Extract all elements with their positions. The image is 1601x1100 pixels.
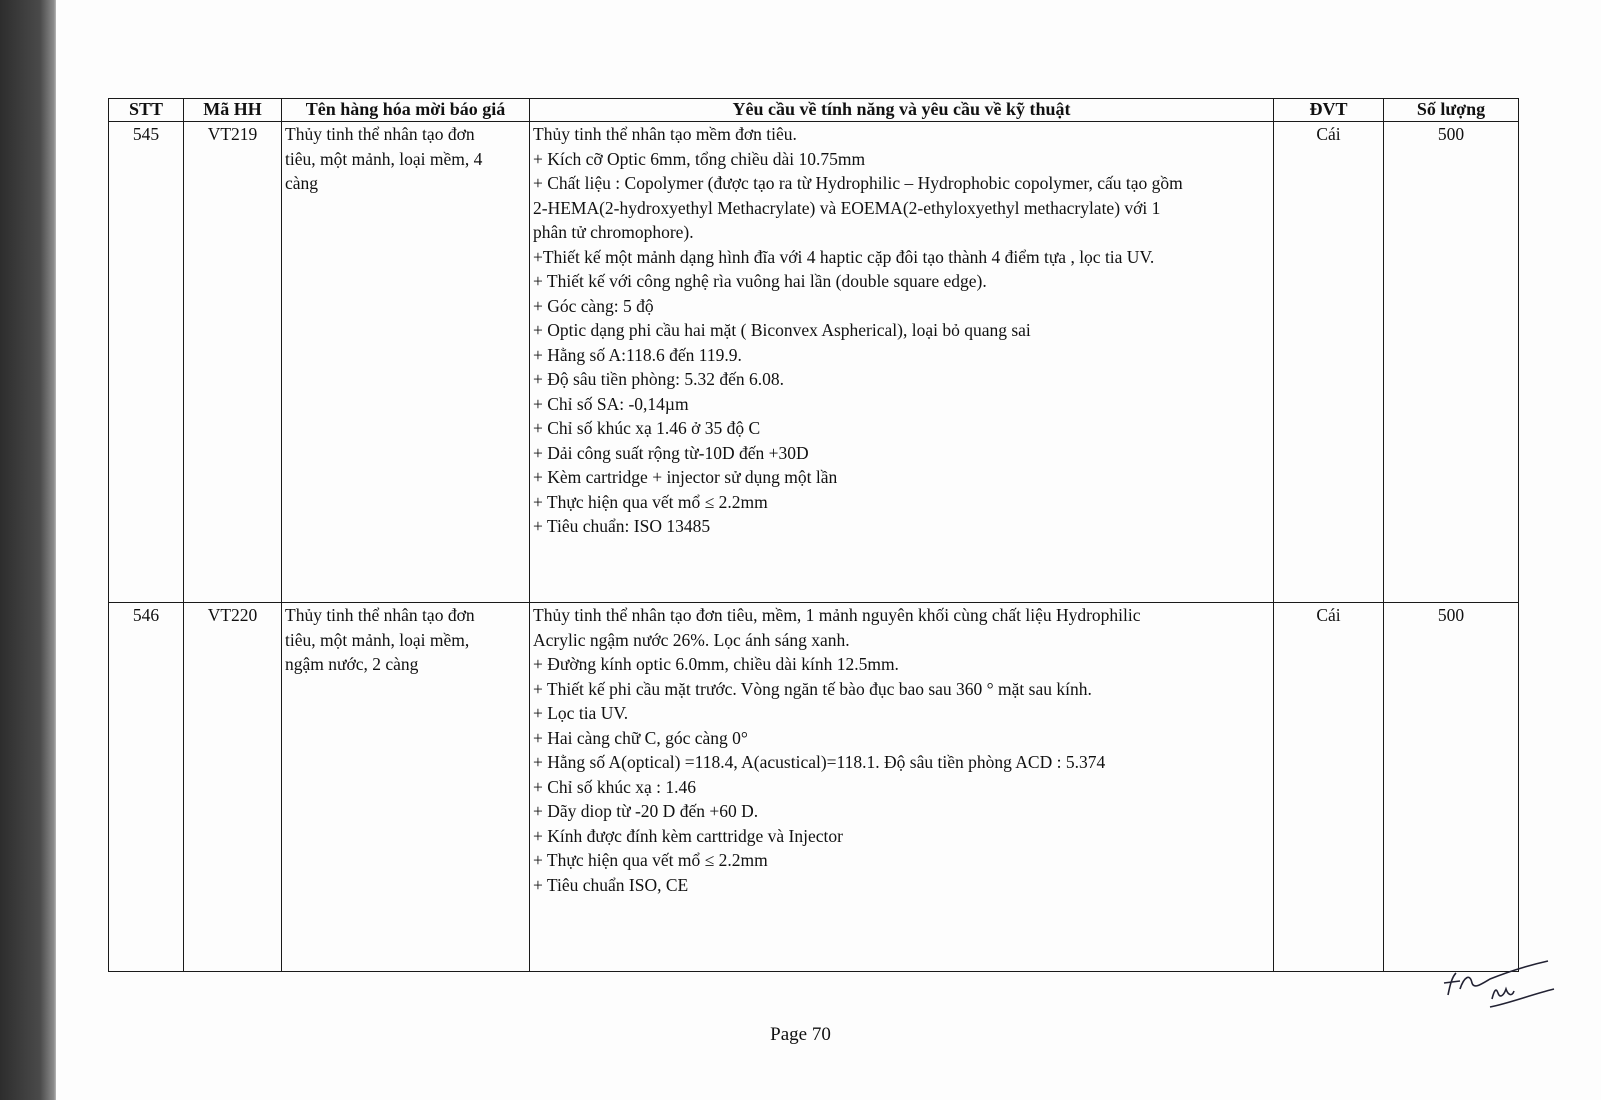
cell-spec xyxy=(530,122,1274,603)
spec-line: 2-HEMA(2-hydroxyethyl Methacrylate) và EOEMA(2-ethyloxyethyl methacrylate) với 1 xyxy=(533,197,1161,218)
cell-code: VT219 xyxy=(184,122,282,603)
spec-line: + Hằng số A(optical) =118.4, A(acustical)=118.1. Độ sâu tiền phòng ACD : 5.374 xyxy=(533,752,1106,772)
spec-line: Acrylic ngậm nước 26%. Lọc ánh sáng xanh. xyxy=(533,629,850,650)
name-line: tiêu, một mảnh, loại mềm, 4 xyxy=(285,148,483,169)
spec-line: + Thực hiện qua vết mổ ≤ 2.2mm xyxy=(533,850,768,870)
quotation-spec-table xyxy=(108,98,1519,972)
name-line: Thủy tinh thể nhân tạo đơn xyxy=(285,605,475,625)
spec-line: + Chất liệu : Copolymer (được tạo ra từ Hydrophilic – Hydrophobic copolymer, cấu tạo gồm xyxy=(533,173,1183,193)
spec-line: Thủy tinh thể nhân tạo đơn tiêu, mềm, 1 mảnh nguyên khối cùng chất liệu Hydrophilic xyxy=(533,605,1141,625)
spec-line: + Thực hiện qua vết mổ ≤ 2.2mm xyxy=(533,491,768,512)
page-number: Page 70 xyxy=(770,1024,831,1045)
table-row xyxy=(109,603,1519,972)
header-spec: Yêu cầu về tính năng và yêu cầu về kỹ thuật xyxy=(530,99,1274,122)
spec-line: + Kích cỡ Optic 6mm, tổng chiều dài 10.75mm xyxy=(533,148,866,169)
cell-name xyxy=(282,603,530,972)
spec-line: + Độ sâu tiền phòng: 5.32 đến 6.08. xyxy=(533,369,784,389)
cell-stt: 545 xyxy=(109,122,184,603)
spec-line: + Tiêu chuẩn ISO, CE xyxy=(533,874,689,895)
header-qty: Số lượng xyxy=(1384,99,1519,122)
cell-unit: Cái xyxy=(1274,603,1384,972)
cell-unit: Cái xyxy=(1274,122,1384,603)
cell-name xyxy=(282,122,530,603)
header-unit: ĐVT xyxy=(1274,99,1384,122)
spec-line: + Chỉ số khúc xạ 1.46 ở 35 độ C xyxy=(533,418,761,438)
handwritten-signature xyxy=(1430,955,1560,1015)
spec-line: + Chỉ số SA: -0,14µm xyxy=(533,393,689,414)
spec-line: + Kính được đính kèm carttridge và Injector xyxy=(533,825,843,846)
header-name: Tên hàng hóa mời báo giá xyxy=(282,99,530,122)
header-stt: STT xyxy=(109,99,184,122)
spec-line: + Chỉ số khúc xạ : 1.46 xyxy=(533,776,696,797)
cell-qty: 500 xyxy=(1384,603,1519,972)
cell-stt: 546 xyxy=(109,603,184,972)
cell-qty: 500 xyxy=(1384,122,1519,603)
spec-line: + Lọc tia UV. xyxy=(533,703,629,723)
spec-line: + Thiết kế với công nghệ rìa vuông hai lần (double square edge). xyxy=(533,271,987,291)
spec-line: + Đường kính optic 6.0mm, chiều dài kính 12.5mm. xyxy=(533,654,899,674)
spec-line: + Hằng số A:118.6 đến 119.9. xyxy=(533,344,742,365)
spec-line: +Thiết kế một mảnh dạng hình đĩa với 4 haptic cặp đôi tạo thành 4 điểm tựa , lọc tia UV. xyxy=(533,246,1155,267)
spec-line: + Optic dạng phi cầu hai mặt ( Biconvex Aspherical), loại bỏ quang sai xyxy=(533,320,1031,340)
spec-line: Thủy tinh thể nhân tạo mềm đơn tiêu. xyxy=(533,124,797,144)
spec-line: phân tử chromophore). xyxy=(533,222,694,242)
spec-line: + Kèm cartridge + injector sử dụng một lần xyxy=(533,467,838,487)
name-line: tiêu, một mảnh, loại mềm, xyxy=(285,629,470,650)
spec-line: + Tiêu chuẩn: ISO 13485 xyxy=(533,516,711,536)
name-line: ngậm nước, 2 càng xyxy=(285,654,419,674)
cell-code: VT220 xyxy=(184,603,282,972)
spec-line: + Góc càng: 5 độ xyxy=(533,295,654,316)
spec-line: + Thiết kế phi cầu mặt trước. Vòng ngăn tế bào đục bao sau 360 ° mặt sau kính. xyxy=(533,678,1092,699)
name-line: Thủy tinh thể nhân tạo đơn xyxy=(285,124,475,144)
name-line: càng xyxy=(285,173,319,193)
header-code: Mã HH xyxy=(184,99,282,122)
scan-shadow-edge xyxy=(0,0,58,1100)
cell-spec xyxy=(530,603,1274,972)
spec-line: + Dải công suất rộng từ-10D đến +30D xyxy=(533,442,809,463)
table-header-row xyxy=(109,99,1519,122)
spec-line: + Dãy diop từ -20 D đến +60 D. xyxy=(533,801,759,821)
spec-line: + Hai càng chữ C, góc càng 0° xyxy=(533,727,748,748)
table-row xyxy=(109,122,1519,603)
